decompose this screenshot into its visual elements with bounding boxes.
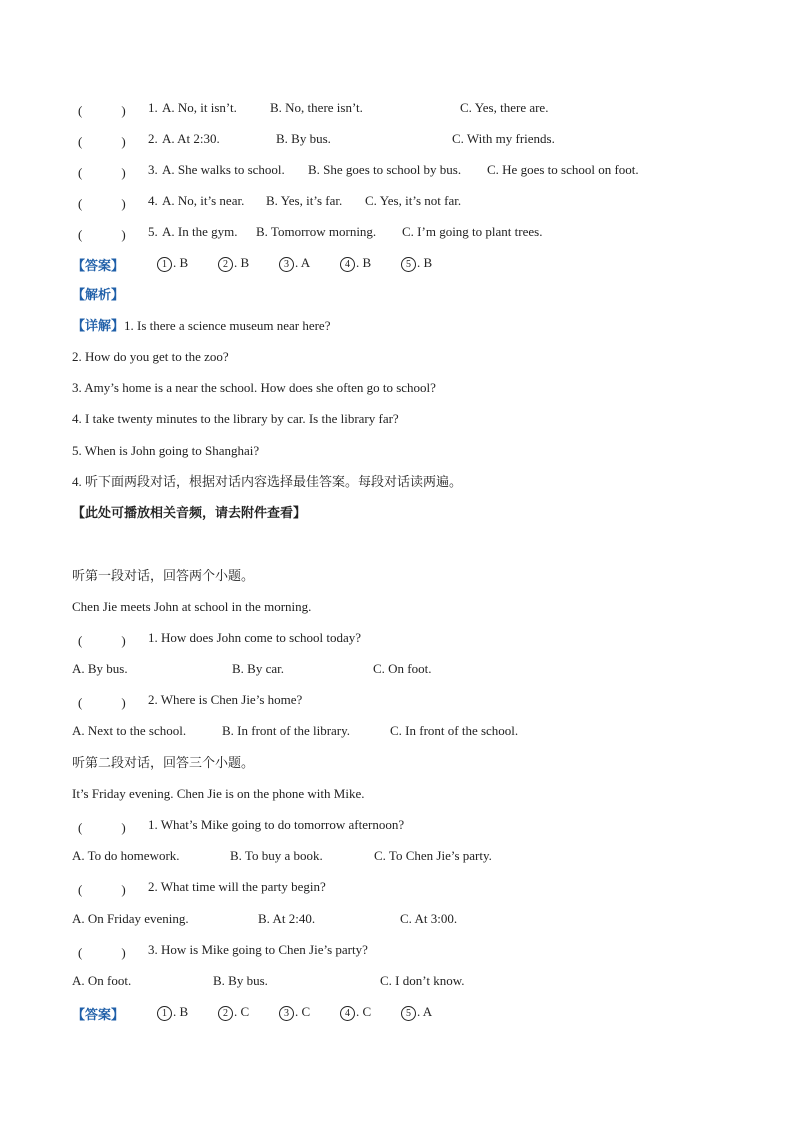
circled-number: 3 — [279, 257, 294, 272]
option-b: B. In front of the library. — [222, 723, 351, 738]
answer-5: 5 . A — [401, 1004, 432, 1021]
option-b: B. By bus. — [276, 131, 331, 146]
answer-1: 1 . B — [157, 1004, 188, 1021]
audio-note: 【此处可播放相关音频，请去附件查看】 — [72, 505, 307, 520]
question-text: 2. Where is Chen Jie’s home? — [148, 692, 303, 707]
circled-number: 2 — [218, 257, 233, 272]
option-a: A. To do homework. — [72, 848, 180, 863]
answer-blank: ( ) — [78, 227, 126, 242]
option-c: C. I’m going to plant trees. — [402, 224, 543, 239]
answer-3: 3 . A — [279, 255, 310, 272]
detail-line-1: 【详解】1. Is there a science museum near here? — [72, 318, 331, 333]
circled-number: 1 — [157, 257, 172, 272]
option-a: A. She walks to school. — [162, 162, 285, 177]
option-a: A. Next to the school. — [72, 723, 187, 738]
option-b: B. Tomorrow morning. — [256, 224, 377, 239]
answer-5: 5 . B — [401, 255, 432, 272]
option-a: A. On foot. — [72, 973, 132, 988]
question-text: 3. How is Mike going to Chen Jie’s party? — [148, 942, 368, 957]
option-a: A. No, it isn’t. — [162, 100, 237, 115]
option-c: C. On foot. — [373, 661, 432, 676]
answer-blank: ( ) — [78, 134, 126, 149]
answer-2: 2 . C — [218, 1004, 249, 1021]
circled-number: 2 — [218, 1006, 233, 1021]
detail-line-5: 5. When is John going to Shanghai? — [72, 443, 260, 458]
option-c: C. In front of the school. — [390, 723, 519, 738]
answer-blank: ( ) — [78, 695, 126, 710]
answer-3: 3 . C — [279, 1004, 310, 1021]
detail-label: 【详解】 — [72, 318, 125, 333]
answer-blank: ( ) — [78, 633, 126, 648]
answer-blank: ( ) — [78, 196, 126, 211]
section-instruction: 4. 听下面两段对话，根据对话内容选择最佳答案。每段对话读两遍。 — [72, 474, 463, 489]
question-text: 1. How does John come to school today? — [148, 630, 362, 645]
detail-line-3: 3. Amy’s home is a near the school. How does she often go to school? — [72, 380, 436, 395]
circled-number: 1 — [157, 1006, 172, 1021]
option-b: B. No, there isn’t. — [270, 100, 363, 115]
answer-label: 【答案】 — [72, 1007, 125, 1022]
answer-blank: ( ) — [78, 165, 126, 180]
detail-line-4: 4. I take twenty minutes to the library by car. Is the library far? — [72, 411, 399, 426]
dialog2-context: It’s Friday evening. Chen Jie is on the phone with Mike. — [72, 786, 365, 801]
option-b: B. She goes to school by bus. — [308, 162, 462, 177]
answer-blank: ( ) — [78, 882, 126, 897]
dialog2-intro: 听第二段对话，回答三个小题。 — [72, 755, 255, 770]
option-c: C. At 3:00. — [400, 911, 458, 926]
option-c: C. With my friends. — [452, 131, 555, 146]
detail-line-2: 2. How do you get to the zoo? — [72, 349, 229, 364]
answer-2: 2 . B — [218, 255, 249, 272]
answer-blank: ( ) — [78, 103, 126, 118]
question-number: 5. — [148, 224, 158, 239]
answer-1: 1 . B — [157, 255, 188, 272]
option-c: C. He goes to school on foot. — [487, 162, 639, 177]
answer-4: 4 . B — [340, 255, 371, 272]
answer-blank: ( ) — [78, 820, 126, 835]
option-a: A. On Friday evening. — [72, 911, 189, 926]
circled-number: 3 — [279, 1006, 294, 1021]
circled-number: 4 — [340, 1006, 355, 1021]
option-b: B. By car. — [232, 661, 284, 676]
question-number: 1. — [148, 100, 158, 115]
circled-number: 4 — [340, 257, 355, 272]
option-c: C. Yes, there are. — [460, 100, 549, 115]
option-a: A. By bus. — [72, 661, 128, 676]
option-b: B. By bus. — [213, 973, 268, 988]
dialog1-context: Chen Jie meets John at school in the morning. — [72, 599, 312, 614]
question-number: 4. — [148, 193, 158, 208]
answer-label: 【答案】 — [72, 258, 125, 273]
answer-4: 4 . C — [340, 1004, 371, 1021]
question-text: 2. What time will the party begin? — [148, 879, 326, 894]
option-a: A. At 2:30. — [162, 131, 220, 146]
circled-number: 5 — [401, 257, 416, 272]
option-a: A. In the gym. — [162, 224, 238, 239]
option-b: B. At 2:40. — [258, 911, 316, 926]
dialog1-intro: 听第一段对话，回答两个小题。 — [72, 568, 255, 583]
question-number: 3. — [148, 162, 158, 177]
circled-number: 5 — [401, 1006, 416, 1021]
option-b: B. Yes, it’s far. — [266, 193, 343, 208]
question-number: 2. — [148, 131, 158, 146]
option-b: B. To buy a book. — [230, 848, 323, 863]
option-c: C. I don’t know. — [380, 973, 465, 988]
option-c: C. Yes, it’s not far. — [365, 193, 462, 208]
question-text: 1. What’s Mike going to do tomorrow afternoon? — [148, 817, 405, 832]
option-a: A. No, it’s near. — [162, 193, 245, 208]
option-c: C. To Chen Jie’s party. — [374, 848, 492, 863]
analysis-label: 【解析】 — [72, 287, 125, 302]
answer-blank: ( ) — [78, 945, 126, 960]
